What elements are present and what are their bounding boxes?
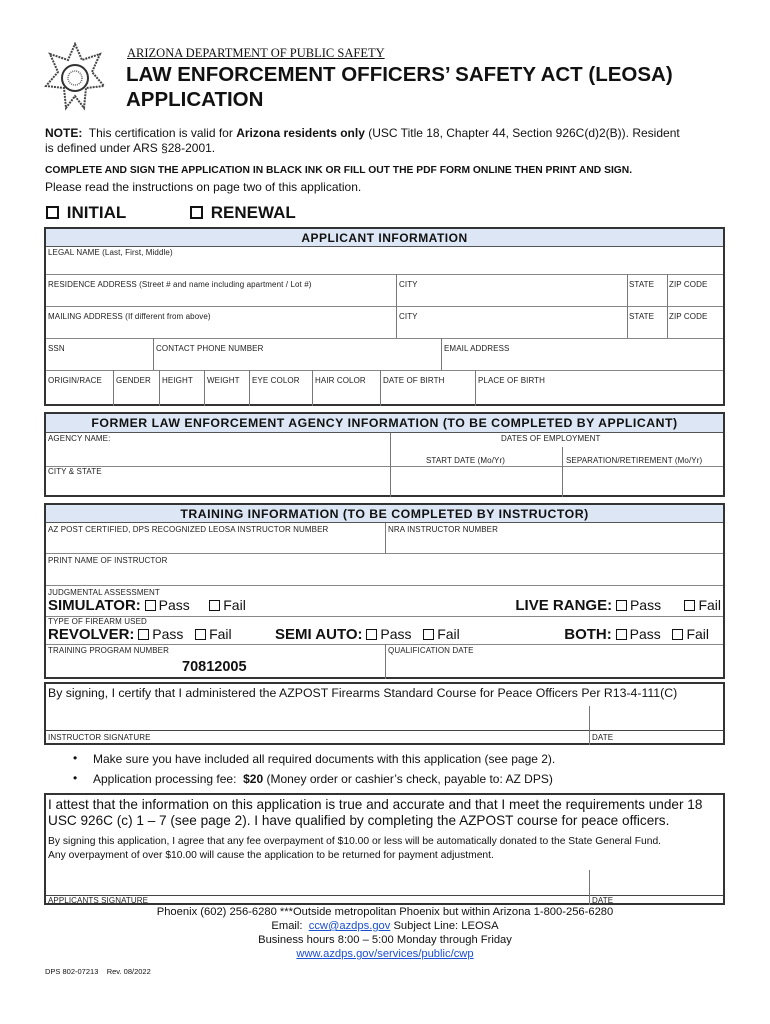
judgmental-assessment-label: JUDGMENTAL ASSESSMENT (48, 588, 160, 597)
height-field[interactable]: HEIGHT (162, 376, 193, 385)
bullet-dot: • (73, 751, 78, 765)
residence-city-field[interactable]: CITY (399, 280, 418, 289)
checkbox-icon (684, 600, 695, 611)
footer-email-line: Email: ccw@azdps.gov Subject Line: LEOSA (271, 920, 499, 932)
instructor-statement: By signing, I certify that I administered the AZPOST Firearms Standard Course for Peace Officers Per R13-4-111(C) (48, 686, 678, 700)
revolver-fail[interactable]: Fail (195, 626, 232, 642)
training-information-section (44, 503, 725, 679)
attest-line2: USC 926C (c) 1 – 7 (see page 2). I have qualified by completing the AZPOST course for peace officers. (48, 813, 670, 828)
documents-bullet: Make sure you have included all required documents with this application (see page 2). (93, 752, 556, 766)
instructor-name-field[interactable]: PRINT NAME OF INSTRUCTOR (48, 556, 168, 565)
ssn-field[interactable]: SSN (48, 344, 65, 353)
section-header: APPLICANT INFORMATION (46, 229, 723, 247)
email-field[interactable]: EMAIL ADDRESS (444, 344, 510, 353)
section-header: TRAINING INFORMATION (TO BE COMPLETED BY INSTRUCTOR) (46, 505, 723, 523)
form-id: DPS 802-07213 Rev. 08/2022 (45, 967, 151, 976)
former-agency-section (44, 412, 725, 497)
training-program-label: TRAINING PROGRAM NUMBER (48, 646, 169, 655)
initial-checkbox[interactable] (46, 203, 126, 223)
separation-date-field[interactable]: SEPARATION/RETIREMENT (Mo/Yr) (566, 456, 703, 465)
note-pre: This certification is valid for (88, 126, 233, 140)
semi-auto-row (275, 626, 460, 643)
instructor-certification-section (44, 682, 725, 745)
note-line2: is defined under ARS §28-2001. (45, 141, 216, 155)
note-post: (USC Title 18, Chapter 44, Section 926C(d)2(B)). Resident (368, 126, 680, 140)
dates-of-employment-label: DATES OF EMPLOYMENT (501, 434, 601, 443)
semi-auto-fail[interactable]: Fail (423, 626, 460, 642)
agency-name-field[interactable]: AGENCY NAME: (48, 434, 111, 443)
both-pass[interactable]: Pass (616, 626, 661, 642)
firearm-type-label: TYPE OF FIREARM USED (48, 617, 147, 626)
qualification-date-field[interactable]: QUALIFICATION DATE (388, 646, 474, 655)
initial-label: INITIAL (66, 203, 127, 222)
semi-auto-pass[interactable]: Pass (366, 626, 411, 642)
mailing-zip-field[interactable]: ZIP CODE (669, 312, 708, 321)
checkbox-icon (145, 600, 156, 611)
simulator-pass[interactable]: Pass (145, 597, 190, 613)
form-title-line2: APPLICATION (126, 88, 264, 111)
checkbox-icon (138, 629, 149, 640)
residence-zip-field[interactable]: ZIP CODE (669, 280, 708, 289)
section-header: FORMER LAW ENFORCEMENT AGENCY INFORMATION (TO BE COMPLETED BY APPLICANT) (46, 414, 723, 433)
overpayment-line2: Any overpayment of over $10.00 will cause the application to be returned for payment adjustment. (48, 850, 494, 861)
training-program-number[interactable]: 70812005 (182, 659, 247, 675)
simulator-row (48, 597, 246, 614)
semi-auto-label: SEMI AUTO: (275, 626, 363, 643)
renewal-checkbox[interactable] (190, 203, 296, 223)
note-bold: Arizona residents only (236, 126, 365, 140)
both-label: BOTH: (564, 626, 612, 643)
eye-color-field[interactable]: EYE COLOR (252, 376, 300, 385)
gender-field[interactable]: GENDER (116, 376, 151, 385)
dps-star-seal-logo (44, 42, 106, 114)
dob-field[interactable]: DATE OF BIRTH (383, 376, 445, 385)
overpayment-line1: By signing this application, I agree that any fee overpayment of $10.00 or less will be automatically donated to the State General Fund. (48, 836, 662, 847)
both-fail[interactable]: Fail (672, 626, 709, 642)
mailing-state-field[interactable]: STATE (629, 312, 655, 321)
simulator-fail[interactable]: Fail (209, 597, 246, 613)
note-text (45, 126, 680, 140)
website-link[interactable]: www.azdps.gov/services/public/cwp (296, 948, 474, 960)
checkbox-icon (209, 600, 220, 611)
checkbox-icon (616, 600, 627, 611)
checkbox-icon (195, 629, 206, 640)
city-state-field[interactable]: CITY & STATE (48, 467, 102, 476)
checkbox-icon (423, 629, 434, 640)
checkbox-icon (190, 206, 203, 219)
agency-name: ARIZONA DEPARTMENT OF PUBLIC SAFETY (127, 46, 385, 60)
instructor-signature-field[interactable]: INSTRUCTOR SIGNATURE (48, 733, 151, 742)
checkbox-icon (366, 629, 377, 640)
both-row (564, 626, 709, 643)
checkbox-icon (616, 629, 627, 640)
start-date-field[interactable]: START DATE (Mo/Yr) (426, 456, 505, 465)
mailing-city-field[interactable]: CITY (399, 312, 418, 321)
instructions-read: Please read the instructions on page two of this application. (45, 180, 362, 194)
footer-hours: Business hours 8:00 – 5:00 Monday through Friday (258, 934, 512, 946)
revolver-row (48, 626, 232, 643)
instructor-date-field[interactable]: DATE (592, 733, 614, 742)
email-link[interactable]: ccw@azdps.gov (308, 920, 391, 932)
revolver-pass[interactable]: Pass (138, 626, 183, 642)
form-title-line1: LAW ENFORCEMENT OFFICERS’ SAFETY ACT (LEOSA) (126, 63, 673, 86)
nra-number-field[interactable]: NRA INSTRUCTOR NUMBER (388, 525, 498, 534)
legal-name-field[interactable]: LEGAL NAME (Last, First, Middle) (48, 248, 173, 257)
instructions-caps: COMPLETE AND SIGN THE APPLICATION IN BLACK INK OR FILL OUT THE PDF FORM ONLINE THEN PRINT AND SIGN. (45, 165, 633, 176)
simulator-label: SIMULATOR: (48, 597, 141, 614)
live-range-row (515, 597, 721, 614)
pob-field[interactable]: PLACE OF BIRTH (478, 376, 546, 385)
applicant-attestation-section (44, 793, 725, 905)
fee-bullet: Application processing fee: $20 (Money order or cashier’s check, payable to: AZ DPS) (93, 772, 553, 786)
checkbox-icon (672, 629, 683, 640)
live-range-pass[interactable]: Pass (616, 597, 661, 613)
live-range-label: LIVE RANGE: (515, 597, 613, 614)
checkbox-icon (46, 206, 59, 219)
origin-race-field[interactable]: ORIGIN/RACE (48, 376, 102, 385)
residence-address-field[interactable]: RESIDENCE ADDRESS (Street # and name including apartment / Lot #) (48, 280, 312, 289)
footer-url (0, 948, 770, 960)
bullet-dot: • (73, 771, 78, 785)
note-label: NOTE: (45, 126, 83, 140)
residence-state-field[interactable]: STATE (629, 280, 655, 289)
weight-field[interactable]: WEIGHT (207, 376, 240, 385)
phone-field[interactable]: CONTACT PHONE NUMBER (156, 344, 264, 353)
footer-phone: Phoenix (602) 256-6280 ***Outside metropolitan Phoenix but within Arizona 1-800-256-6280 (156, 906, 614, 918)
applicant-information-section (44, 227, 725, 406)
instructor-number-field[interactable]: AZ POST CERTIFIED, DPS RECOGNIZED LEOSA INSTRUCTOR NUMBER (48, 525, 329, 534)
mailing-address-field[interactable]: MAILING ADDRESS (If different from above) (48, 312, 211, 321)
renewal-label: RENEWAL (210, 203, 296, 222)
attest-line1: I attest that the information on this application is true and accurate and that I meet the requirements under 18 (48, 797, 703, 812)
applicant-date-field[interactable]: DATE (592, 896, 614, 905)
hair-color-field[interactable]: HAIR COLOR (315, 376, 366, 385)
applicant-signature-field[interactable]: APPLICANTS SIGNATURE (48, 896, 149, 905)
revolver-label: REVOLVER: (48, 626, 135, 643)
live-range-fail[interactable]: Fail (684, 597, 721, 613)
